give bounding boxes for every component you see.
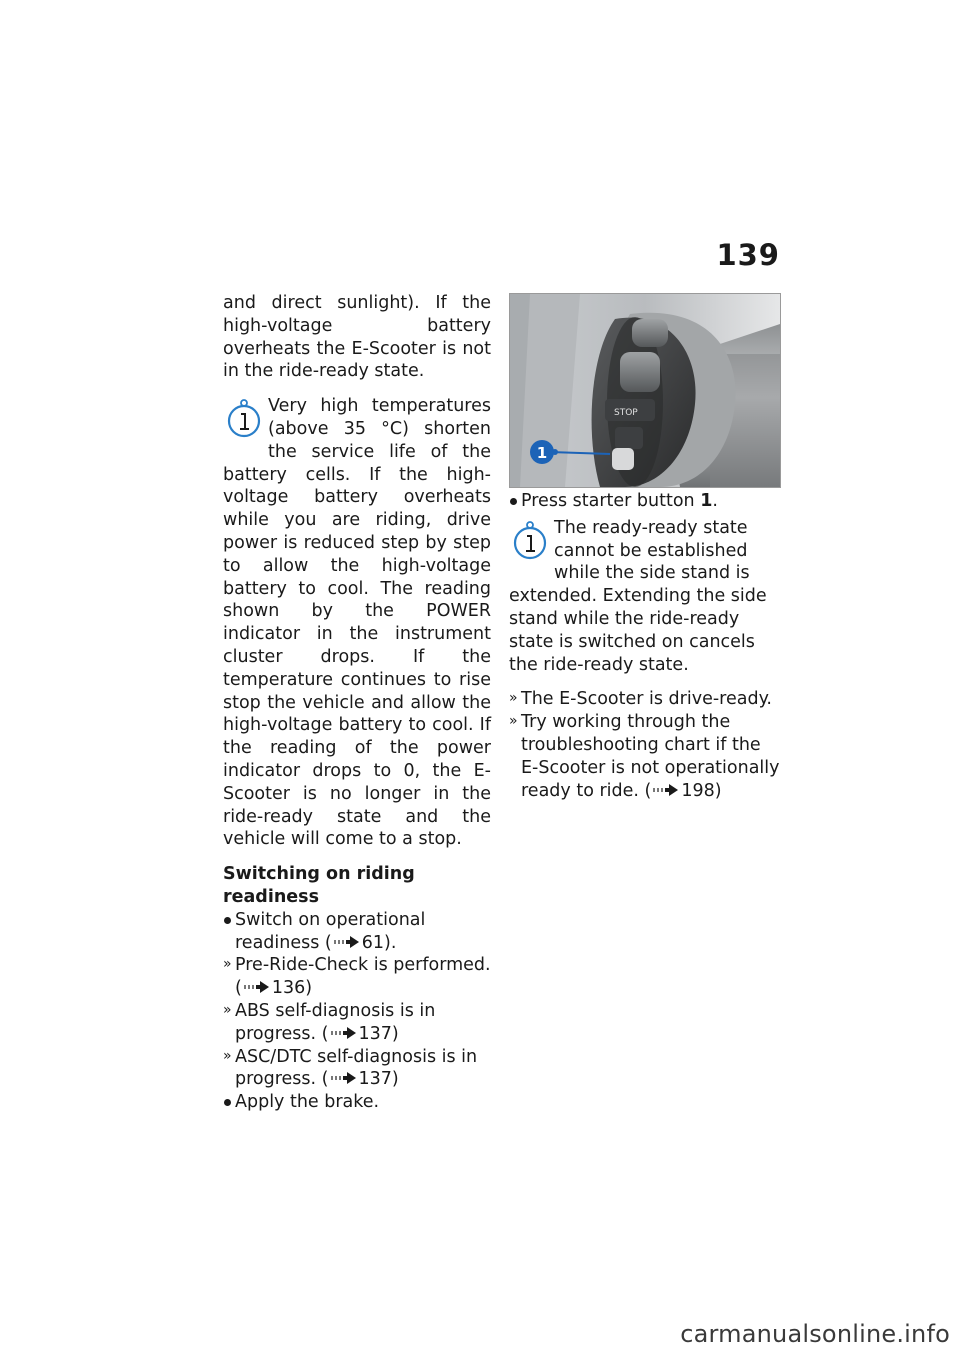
bullet-icon [510, 498, 517, 505]
bullet-icon [224, 917, 231, 924]
starter-button-figure [509, 293, 781, 488]
page-number: 139 [716, 238, 780, 272]
bullet-icon [224, 1099, 231, 1106]
reference-arrow-icon[interactable] [334, 936, 360, 948]
starter-step-list [509, 490, 781, 513]
result-chevron-icon: » [223, 956, 232, 973]
result-chevron-icon: » [509, 713, 518, 730]
callout-reference: 1 [700, 491, 713, 511]
handlebar-illustration [510, 294, 780, 487]
right-column [509, 490, 781, 802]
list-item: » ABS self-diagnosis is in progress. ( 137) [223, 1000, 436, 1044]
page-reference[interactable]: 61 [361, 932, 385, 953]
results-list [509, 688, 781, 802]
reference-arrow-icon[interactable] [331, 1072, 357, 1084]
reference-arrow-icon[interactable] [653, 784, 679, 796]
reference-arrow-icon[interactable] [244, 981, 270, 993]
info-icon [223, 397, 265, 441]
list-item: Apply the brake. [223, 1091, 491, 1114]
watermark: carmanualsonline.info [680, 1320, 950, 1348]
reference-arrow-icon[interactable] [331, 1027, 357, 1039]
steps-list [223, 909, 491, 1114]
list-item: » Try working through the troubleshooting chart if the E-Scooter is not operationally ready to ride. ( 198) [509, 712, 780, 801]
list-item: » ASC/DTC self-diagnosis is in progress. ( 137) [223, 1046, 478, 1090]
page-reference[interactable]: 137 [358, 1023, 392, 1044]
page-reference[interactable]: 137 [358, 1069, 392, 1090]
note-block-side-stand [509, 517, 781, 677]
page-reference[interactable]: 136 [271, 978, 306, 999]
info-icon [509, 519, 551, 563]
result-chevron-icon: » [223, 1001, 232, 1018]
left-column [223, 292, 491, 1114]
callout-number: 1 [536, 444, 548, 462]
intro-paragraph: and direct sunlight). If the high-voltage battery overheats the E-Scooter is not in the ride-ready state. [223, 293, 491, 382]
result-chevron-icon: » [509, 690, 518, 707]
list-item: Press starter button 1. [509, 490, 781, 513]
page-reference[interactable]: 198 [681, 780, 715, 801]
list-item: » The E-Scooter is drive-ready. [509, 689, 772, 710]
note-text: The ready-ready state cannot be established while the side stand is extended. Extending the side stand while the ride-ready state is switched on cancels the ride-ready state. [509, 517, 767, 675]
result-chevron-icon: » [223, 1047, 232, 1064]
note-block-temperature [223, 395, 491, 851]
list-item: » Pre-Ride-Check is performed. ( 136) [223, 955, 491, 999]
list-item: Switch on operational readiness ( 61). [223, 909, 491, 955]
note-text: Very high temperatures (above 35 °C) shorten the service life of the battery cells. If the high-voltage battery overheats while you are riding, drive power is reduced step by step to allow the high-voltage battery to cool. The reading shown by the POWER indicator in the instrument cluster drops. If the temperature continues to rise stop the vehicle and allow the high-voltage battery to cool. If the reading of the power indicator drops to 0, the E-Scooter is no longer in the ride-ready state and the vehicle will come to a stop. [223, 396, 491, 850]
stop-label: STOP [614, 408, 638, 418]
section-heading: Switching on riding readiness [223, 864, 415, 907]
